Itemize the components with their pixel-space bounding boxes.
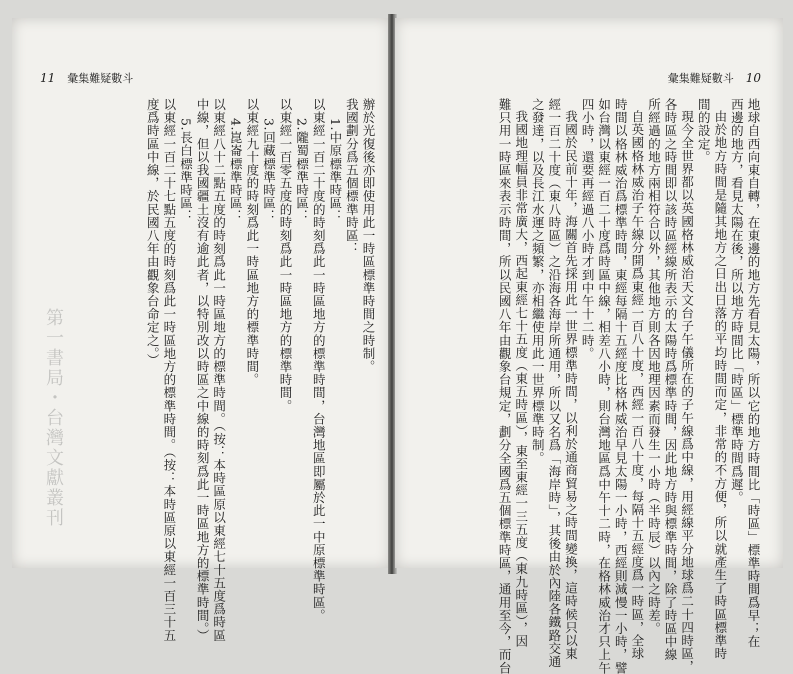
text-column: 我國地理幅員非常廣大，西起東經七十五度（東五時區），東至東經一三五度（東九時區），因 — [513, 110, 529, 648]
text-column: 地球自西向東自轉，在東邊的地方先看見太陽，所以它的地方時間比「時區」標準時間爲早；在 — [746, 98, 761, 649]
left-page — [12, 18, 390, 642]
text-column: 1.中原標準時區： — [327, 118, 343, 223]
page-number: 10 — [745, 71, 761, 85]
text-column: 辦於光復後亦即使用此一時區標準時間之時制。 — [361, 98, 376, 374]
text-column: 5.長白標準時區： — [178, 118, 194, 223]
text-column: 以東經八十二點五度的時刻爲此一時區地方的標準時間。（按：本時區原以東經七十五度爲時區 — [211, 98, 227, 642]
page-number: 11 — [40, 71, 56, 85]
text-column: 我國於民前十年，海關首先採用此一世界標準時間，以利於通商貿易之時間變換，這時候只以東 — [563, 110, 579, 661]
text-column: 以東經一百零五度的時刻爲此一時區地方的標準時間。 — [278, 98, 294, 413]
right-page — [395, 18, 783, 674]
text-column: 間的設定。 — [696, 98, 712, 164]
text-column: 各時區之時間即以該時區經線所表示的太陽時爲標準時間，因此地方時與標準時間，除了時區中線 — [663, 98, 679, 662]
text-column: 經一百二十度（東八時區）之沿海各海岸所通用，所以又名爲「海岸時」，其後由於內陸各鐵路交通 — [546, 98, 562, 669]
text-column: 西邊的地方，看見太陽在後，所以地方時間比「時區」標準時間爲遲。 — [729, 98, 745, 505]
text-column: 4.崑崙標準時區： — [228, 118, 244, 223]
running-title: 彙集難疑數斗 — [667, 72, 734, 85]
text-column: 以東經九十度的時刻爲此一時區地方的標準時間。 — [244, 98, 260, 387]
text-column: 現今全世界都以英國格林威治天文台子午儀所在的子午線爲中線，用經線平分地球爲二十四時區， — [679, 110, 695, 674]
text-column: 如台灣以東經一百二十度爲時區中線，相差八小時，則台灣地區爲中午十二時，在格林威治才只上午 — [596, 98, 612, 674]
text-column: 我國劃分爲五個標準時區： — [344, 98, 360, 256]
text-column: 度爲時區中線，於民國八年由觀象台命定之。） — [145, 98, 161, 367]
right-page-header — [668, 70, 761, 86]
text-column: 2.隴蜀標準時區： — [294, 118, 310, 223]
text-column: 以東經一百二十七點五度的時刻爲此一時區地方的標準時間。（按：本時區原以東經一百三十五 — [161, 98, 177, 642]
running-title: 彙集難疑數斗 — [67, 72, 134, 85]
faint-stamp-watermark: 第一書局・台灣文獻叢刊 — [43, 308, 64, 528]
right-page-body — [413, 98, 761, 674]
text-column: 由於地方時間是隨其地方之日出日落的平均時間而定，非常的不方便，所以就產生了時區標準時 — [712, 110, 728, 661]
text-column: 難只用一時區來表示時間，所以民國八年由觀象台規定，劃分全國爲五個標準時區，通用至今，而台 — [497, 98, 513, 674]
left-page-header — [40, 70, 133, 86]
text-column: 以東經一百二十度的時刻爲此一時區地方的標準時間，台灣地區即屬於此一中原標準時區。 — [311, 98, 327, 622]
text-column: 之發達，以及長江水運之頻繁，亦相繼使用此一世界標準時制。 — [530, 98, 546, 465]
left-page-body — [71, 98, 376, 642]
text-column: 自英國格林威治子午線分開爲東經一百八十度，西經一百八十度，每隔十五經度爲一時區，全球 — [629, 110, 645, 661]
text-column: 中線，但以我國疆土沒有逾此者，以特別改以時區之中線的時刻爲此一時區地方的標準時間。） — [195, 98, 211, 642]
text-column: 所經過的地方兩相符合以外，其他地方則各因地理因素而發生一小時（半時辰）以內之時差。 — [646, 98, 662, 636]
text-column: 四小時，還要再經過八小時才到中午十二時。 — [580, 98, 596, 360]
text-column: 時間以格林威治爲標準時間，東經每隔十五經度比格林威治早見太陽一小時，西經則減慢一小時，譬 — [613, 98, 629, 674]
text-column: 3.回藏標準時區： — [261, 118, 277, 223]
